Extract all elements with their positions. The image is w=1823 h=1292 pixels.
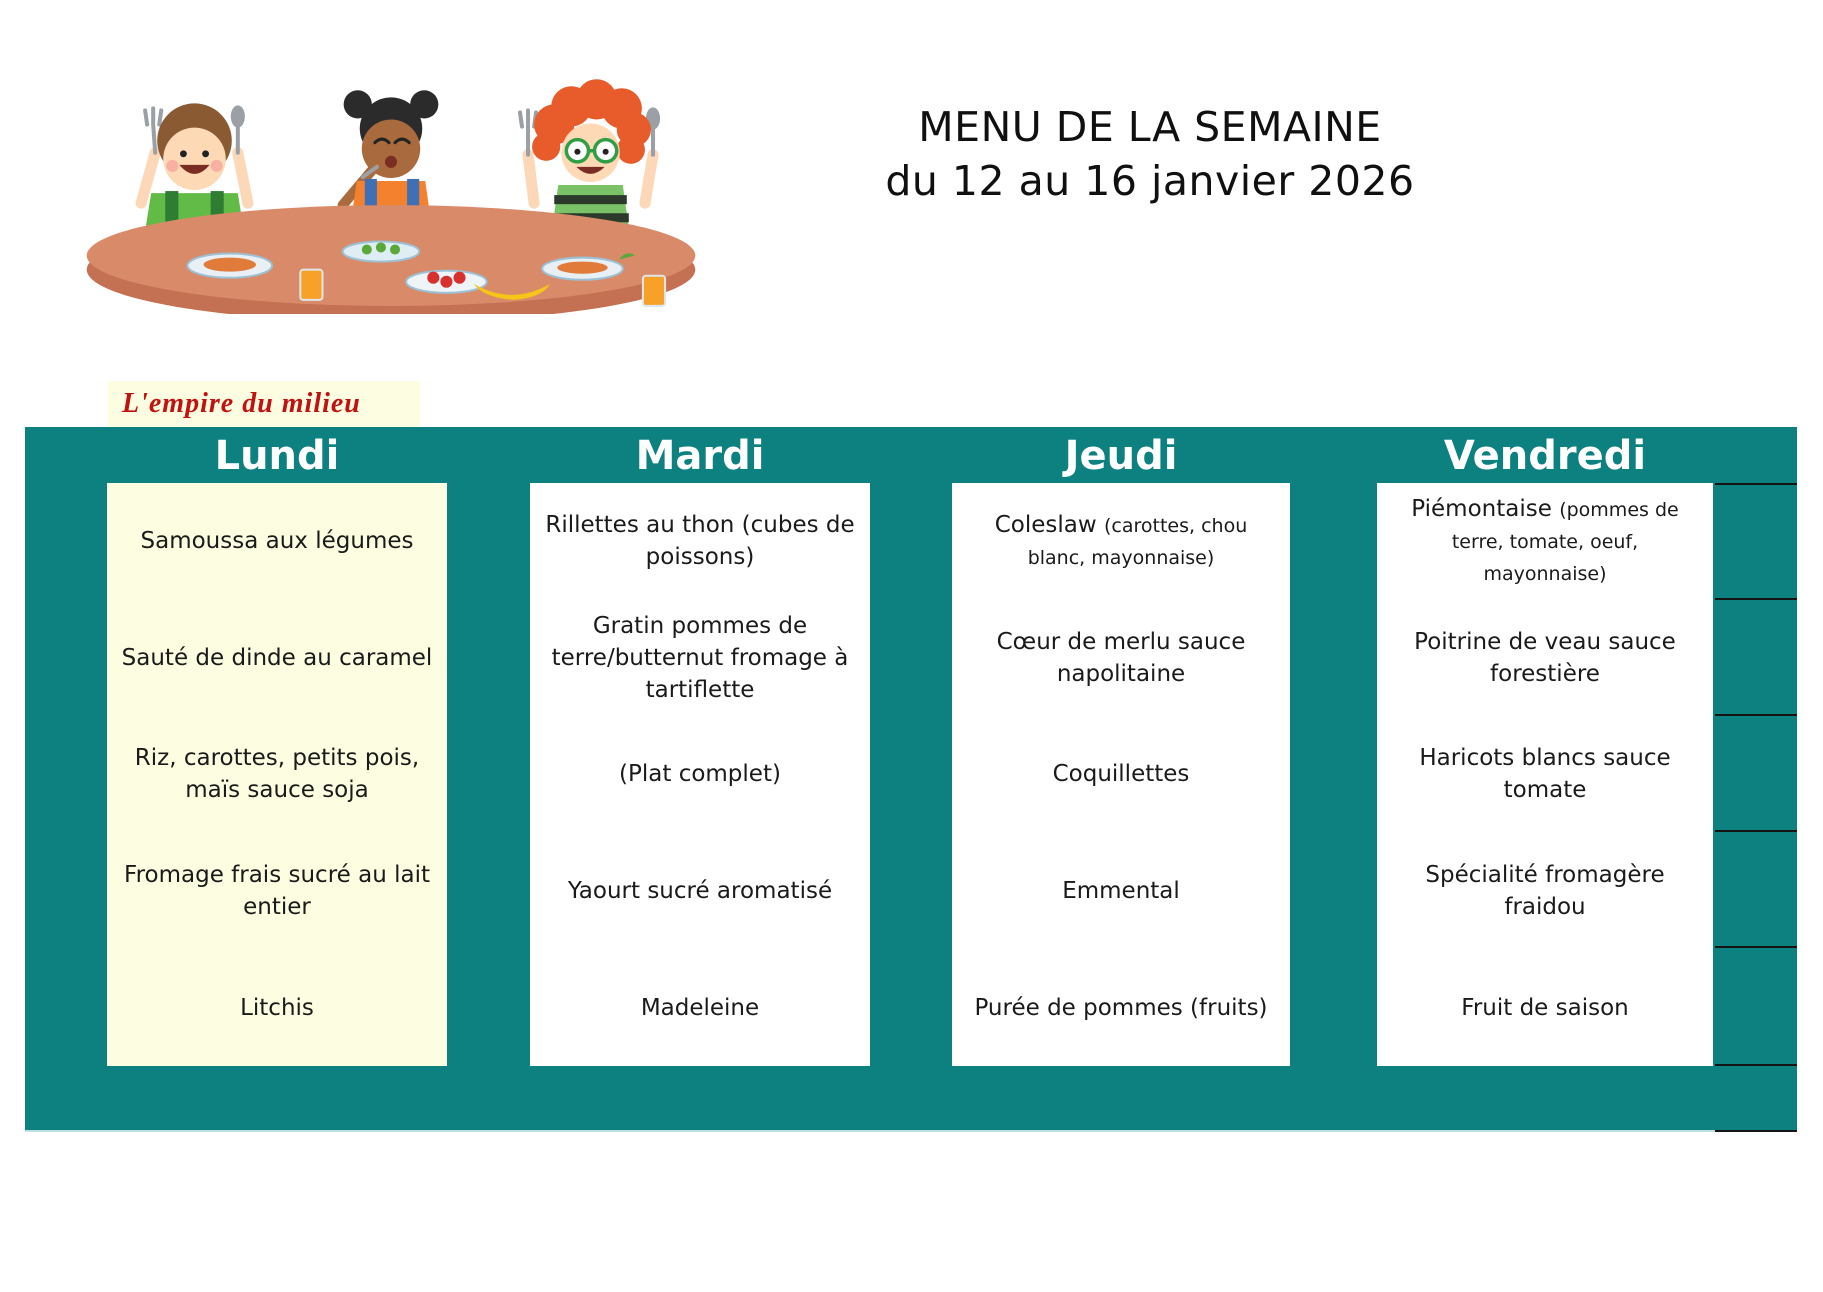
menu-item: Fruit de saison (1461, 994, 1629, 1021)
menu-item: Gratin pommes de terre/butternut fromage à tartiflette (551, 612, 849, 703)
menu-item: Poitrine de veau sauce forestière (1414, 628, 1676, 687)
menu-item: Rillettes au thon (cubes de poissons) (545, 512, 855, 571)
logo-text: L'empire du milieu (122, 388, 361, 419)
menu-item: Purée de pommes (fruits) (974, 994, 1268, 1021)
menu-card-mardi (530, 483, 870, 1066)
logo-box (108, 381, 420, 427)
menu-item: (Plat complet) (619, 761, 781, 788)
empty-cell (1715, 483, 1797, 600)
empty-cell (1715, 832, 1797, 948)
menu-item: Sauté de dinde au caramel (121, 644, 433, 671)
empty-cell (1715, 716, 1797, 832)
page-title (880, 100, 1420, 208)
spoon-icon (231, 105, 245, 152)
menu-item: Emmental (1062, 877, 1180, 904)
weekly-menu-table (25, 427, 1797, 1132)
title-line-1: MENU DE LA SEMAINE (918, 103, 1382, 151)
title-line-2: du 12 au 16 janvier 2026 (885, 157, 1415, 206)
menu-item: Yaourt sucré aromatisé (567, 877, 833, 904)
menu-item: Spécialité fromagère fraidou (1425, 861, 1665, 921)
empty-cell (1715, 948, 1797, 1066)
menu-card-lundi (107, 483, 447, 1066)
empty-cell (1715, 600, 1797, 716)
menu-item: Samoussa aux légumes (140, 528, 414, 555)
menu-item: Cœur de merlu sauce napolitaine (996, 628, 1246, 687)
menu-item: Haricots blancs sauce tomate (1419, 745, 1671, 804)
menu-item: Coleslaw (carottes, chou blanc, mayonnaise) (994, 512, 1248, 570)
day-header-mardi: Mardi (635, 433, 765, 479)
day-header-vendredi: Vendredi (1443, 433, 1647, 479)
empty-cell (1715, 1066, 1797, 1132)
menu-item: Piémontaise (pommes de terre, tomate, oeuf, mayonnaise) (1411, 496, 1679, 586)
menu-item: Riz, carottes, petits pois, maïs sauce soja (134, 745, 420, 804)
menu-item: Fromage frais sucré au lait entier (124, 861, 430, 921)
menu-item: Madeleine (640, 994, 760, 1021)
day-header-jeudi: Jeudi (1064, 433, 1178, 479)
day-header-lundi: Lundi (214, 433, 340, 479)
menu-card-vendredi (1377, 483, 1713, 1066)
menu-item: Litchis (240, 994, 314, 1021)
menu-card-jeudi (952, 483, 1290, 1066)
menu-item: Coquillettes (1052, 761, 1190, 788)
children-eating-illustration (76, 52, 706, 314)
empty-cells-strip (1715, 483, 1797, 1132)
